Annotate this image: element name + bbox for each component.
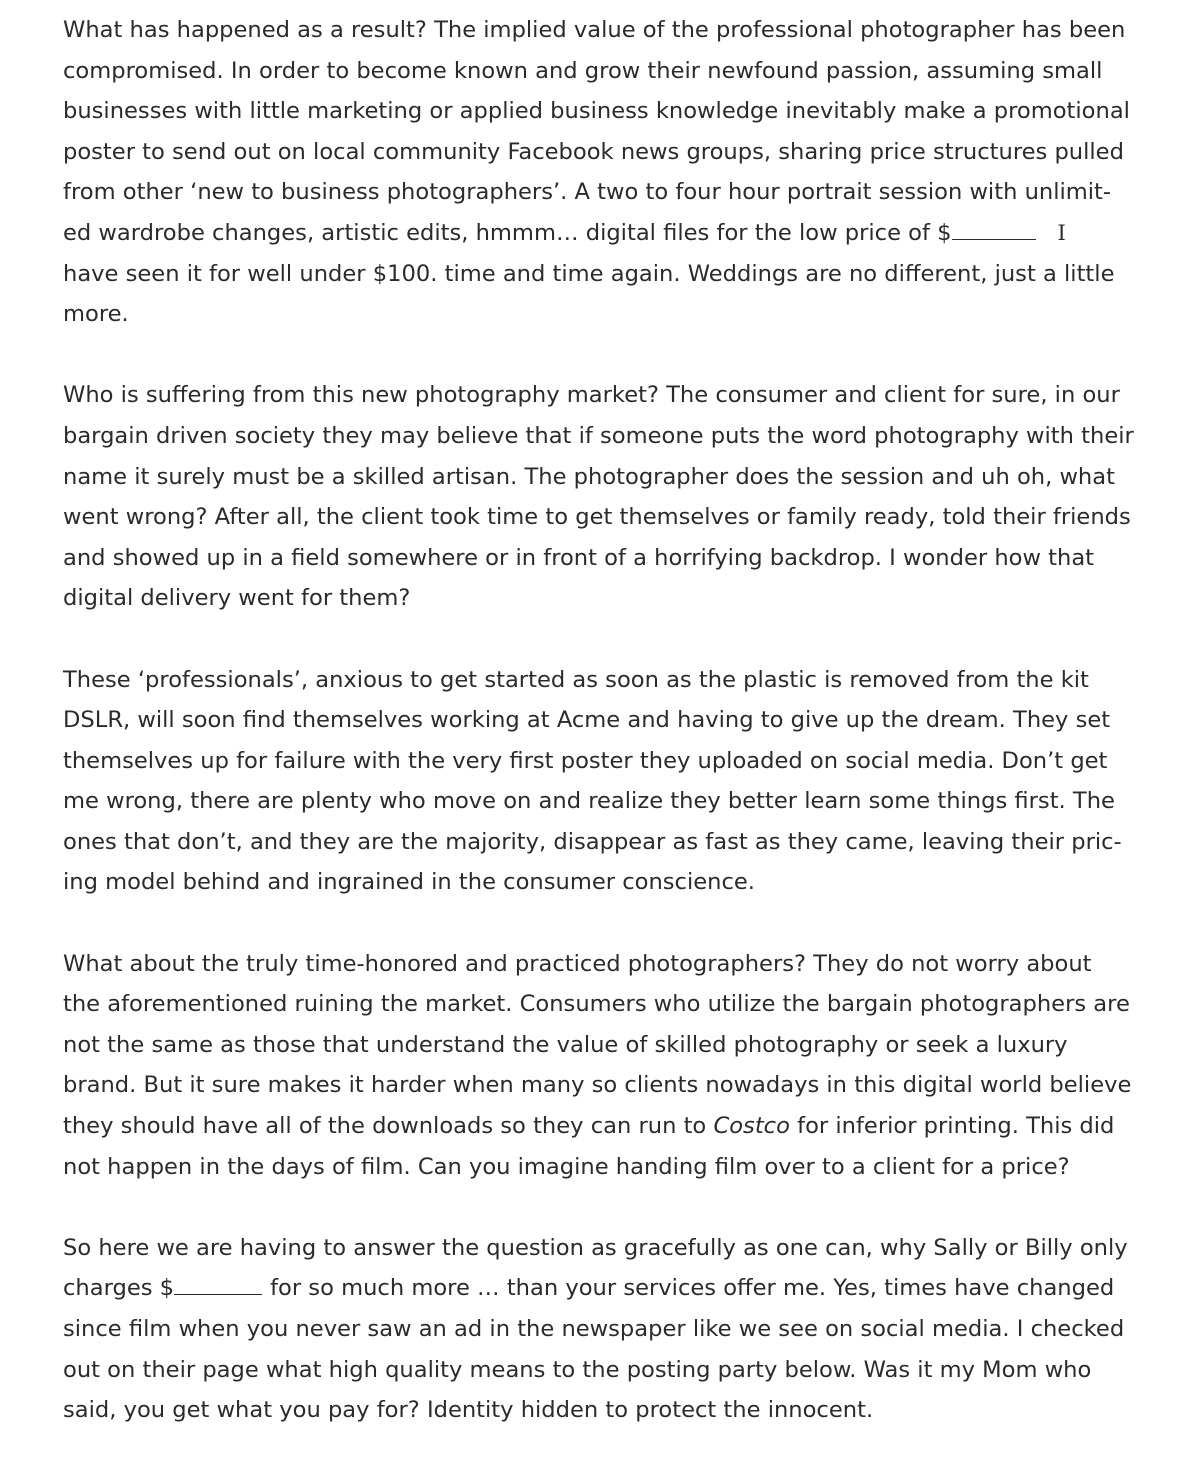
text-line: DSLR, will soon find themselves working at Acme and having to give up the dream. They set — [63, 707, 1111, 734]
text-segment: they should have all of the downloads so they can run to — [63, 1113, 714, 1140]
text-line: poster to send out on local community Facebook news groups, sharing price structures pulled — [63, 138, 1124, 165]
paragraph-1 — [63, 10, 1163, 335]
text-line: have seen it for well under $100. time and time again. Weddings are no different, just a little — [63, 260, 1115, 287]
text-line: ones that don’t, and they are the majority, disappear as fast as they came, leaving their pric- — [63, 828, 1122, 855]
text-line: digital delivery went for them? — [63, 585, 411, 612]
price-blank — [174, 1274, 262, 1295]
text-line: What about the truly time-honored and practiced photographers? They do not worry about — [63, 950, 1092, 977]
text-line: What has happened as a result? The implied value of the professional photographer has been — [63, 17, 1126, 43]
text-line: more. — [63, 301, 129, 328]
text-line-with-price-blank — [63, 1268, 1163, 1309]
paragraph-3 — [63, 660, 1163, 904]
text-line: name it surely must be a skilled artisan. The photographer does the session and uh oh, what — [63, 463, 1115, 490]
text-line: from other ‘new to business photographers’. A two to four hour portrait session with unlimit- — [63, 179, 1112, 206]
text-line-with-italic — [63, 1106, 1163, 1147]
text-segment: charges $ — [63, 1275, 175, 1302]
text-line: and showed up in a field somewhere or in front of a horrifying backdrop. I wonder how that — [63, 544, 1095, 571]
paragraph-4 — [63, 944, 1163, 1188]
text-line: bargain driven society they may believe that if someone puts the word photography with their — [63, 422, 1134, 449]
text-line: So here we are having to answer the question as gracefully as one can, why Sally or Billy only — [63, 1234, 1128, 1261]
text-line: said, you get what you pay for? Identity hidden to protect the innocent. — [63, 1397, 874, 1424]
paragraph-5 — [63, 1228, 1163, 1431]
text-segment: I — [1057, 220, 1066, 245]
text-line: ing model behind and ingrained in the consumer conscience. — [63, 869, 755, 896]
text-line: compromised. In order to become known and grow their newfound passion, assuming small — [63, 57, 1103, 84]
text-line: These ‘professionals’, anxious to get started as soon as the plastic is removed from the kit — [63, 666, 1089, 693]
text-segment: ed wardrobe changes, artistic edits, hmmm… digital files for the low price of $ — [63, 219, 952, 246]
text-line-with-price-blank — [63, 213, 1163, 254]
text-segment: for so much more … than your services offer me. Yes, times have changed — [270, 1275, 1115, 1302]
text-line: the aforementioned ruining the market. Consumers who utilize the bargain photographers are — [63, 991, 1130, 1018]
costco-italic: Costco — [713, 1113, 790, 1140]
text-line: Who is suffering from this new photography market? The consumer and client for sure, in our — [63, 382, 1120, 409]
price-blank — [952, 219, 1036, 240]
text-line: me wrong, there are plenty who move on and realize they better learn some things first. The — [63, 788, 1115, 815]
text-segment: for inferior printing. This did — [789, 1113, 1115, 1140]
text-line: went wrong? After all, the client took time to get themselves or family ready, told their friends — [63, 504, 1131, 531]
paragraph-2 — [63, 375, 1163, 619]
text-line: brand. But it sure makes it harder when many so clients nowadays in this digital world believe — [63, 1072, 1132, 1099]
text-line: not happen in the days of film. Can you imagine handing film over to a client for a price? — [63, 1153, 1070, 1180]
text-line: since film when you never saw an ad in the newspaper like we see on social media. I checked — [63, 1316, 1125, 1342]
article-body — [63, 10, 1163, 1471]
text-line: not the same as those that understand the value of skilled photography or seek a luxury — [63, 1031, 1068, 1058]
text-line: out on their page what high quality means to the posting party below. Was it my Mom who — [63, 1356, 1092, 1383]
text-line: businesses with little marketing or applied business knowledge inevitably make a promotional — [63, 98, 1130, 125]
text-line: themselves up for failure with the very first poster they uploaded on social media. Don’t get — [63, 747, 1108, 774]
